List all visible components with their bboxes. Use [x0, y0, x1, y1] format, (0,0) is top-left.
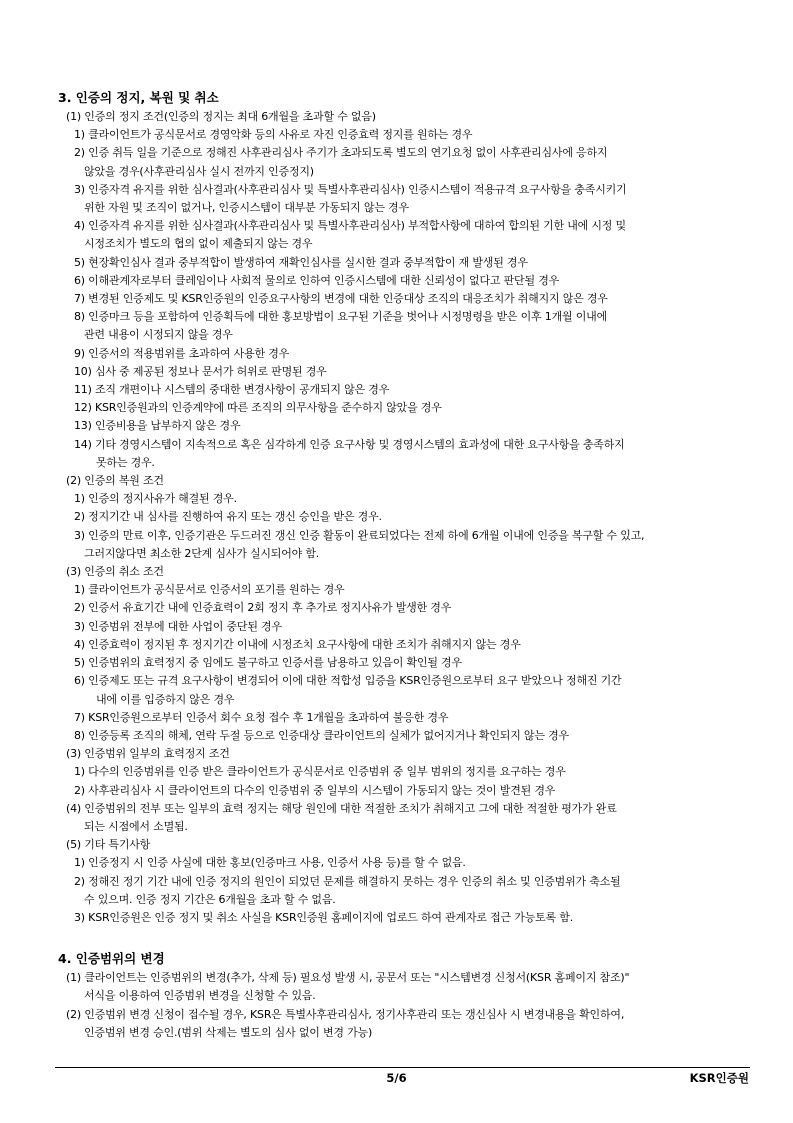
list-item: 4) 인증효력이 정지된 후 정지기간 이내에 시정조치 요구사항에 대한 조치가 취해지지 않는 경우 — [74, 637, 521, 651]
list-item: 10) 심사 중 제공된 정보나 문서가 허위로 판명된 경우 — [74, 364, 327, 378]
list-item: 1) 다수의 인증범위를 인증 받은 클라이언트가 공식문서로 인증범위 중 일부 범위의 정지를 요구하는 경우 — [74, 765, 566, 779]
list-item: 2) 사후관리심사 시 클라이언트의 다수의 인증범위 중 일부의 시스템이 가동되지 않는 것이 발견된 경우 — [74, 783, 556, 797]
list-item: 3) KSR인증원은 인증 정지 및 취소 사실을 KSR인증원 홈페이지에 업로드 하여 관계자로 접근 가능토록 함. — [74, 910, 574, 924]
list-item: 위한 자원 및 조직이 없거나, 인증시스템이 대부분 가동되지 않는 경우 — [84, 201, 409, 215]
section-gap — [58, 927, 748, 949]
list-item: 4) 인증자격 유지를 위한 심사결과(사후관리심사 및 특별사후관리심사) 부적합사항에 대하여 합의된 기한 내에 시정 및 — [74, 219, 626, 233]
list-item: 내에 이를 입증하지 않은 경우 — [96, 692, 235, 706]
list-item: 1) 클라이언트가 공식문서로 인증서의 포기를 원하는 경우 — [74, 583, 345, 597]
list-item: 6) 이해관계자로부터 클레임이나 사회적 물의로 인하여 인증시스템에 대한 신뢰성이 없다고 판단될 경우 — [74, 273, 560, 287]
section-heading: 4. 인증범위의 변경 — [58, 951, 165, 967]
subsection-item: (2) 인증범위 변경 신청이 접수될 경우, KSR은 특별사후관리심사, 정기사후관리 또는 갱신심사 시 변경내용을 확인하여, — [66, 1007, 625, 1021]
list-item: 관련 내용이 시정되지 않을 경우 — [84, 328, 233, 342]
list-item: 8) 인증마크 등을 포함하여 인증획득에 대한 홍보방법이 요구된 기준을 벗어나 시정명령을 받은 이후 1개월 이내에 — [74, 310, 608, 324]
footer-divider — [55, 1067, 750, 1068]
list-item: 않았을 경우(사후관리심사 실시 전까지 인증정지) — [84, 164, 314, 178]
list-item: 5) 인증범위의 효력정지 중 임에도 불구하고 인증서를 남용하고 있음이 확인될 경우 — [74, 656, 462, 670]
list-item: 수 있으며. 인증 정지 기간은 6개월을 초과 할 수 없음. — [84, 892, 336, 906]
list-item: 2) 인증서 유효기간 내에 인증효력이 2회 정지 후 추가로 정지사유가 발생한 경우 — [74, 601, 452, 615]
list-item: 12) KSR인증원과의 인증계약에 따른 조직의 의무사항을 준수하지 않았을 경우 — [74, 401, 442, 415]
list-item: 1) 클라이언트가 공식문서로 경영악화 등의 사유로 자진 인증효력 정지를 원하는 경우 — [74, 128, 473, 142]
list-item: 9) 인증서의 적용범위를 초과하여 사용한 경우 — [74, 346, 290, 360]
list-item: 7) 변경된 인증제도 및 KSR인증원의 인증요구사항의 변경에 대한 인증대상 조직의 대응조치가 취해지지 않은 경우 — [74, 292, 608, 306]
list-item: 2) 인증 취득 일을 기준으로 정해진 사후관리심사 주기가 초과되도록 별도의 연기요청 없이 사후관리심사에 응하지 — [74, 146, 608, 160]
list-item: 3) 인증자격 유지를 위한 심사결과(사후관리심사 및 특별사후관리심사) 인증시스템이 적용규격 요구사항을 충족시키기 — [74, 182, 627, 196]
list-item: 3) 인증의 만료 이후, 인증기관은 두드러진 갱신 인증 활동이 완료되었다는 전제 하에 6개월 이내에 인증을 복구할 수 있고, — [74, 528, 645, 542]
list-item: 7) KSR인증원으로부터 인증서 회수 요청 접수 후 1개월을 초과하여 불응한 경우 — [74, 710, 449, 724]
list-item: 인증범위 변경 승인.(범위 삭제는 별도의 심사 없이 변경 가능) — [84, 1025, 373, 1039]
list-item: 3) 인증범위 전부에 대한 사업이 중단된 경우 — [74, 619, 282, 633]
list-item: 6) 인증제도 또는 규격 요구사항이 변경되어 이에 대한 적합성 입증을 KSR인증원으로부터 요구 받았으나 정해진 기간 — [74, 674, 622, 688]
subsection-item: (5) 기타 특기사항 — [66, 838, 151, 852]
page-number: 5/6 — [386, 1071, 407, 1085]
footer-organization: KSR인증원 — [689, 1071, 749, 1085]
subsection-item: (2) 인증의 복원 조건 — [66, 474, 164, 488]
document-body — [58, 88, 748, 1042]
list-item: 13) 인증비용을 납부하지 않은 경우 — [74, 419, 241, 433]
list-item: 시정조치가 별도의 협의 없이 제출되지 않는 경우 — [84, 237, 313, 251]
list-item: 못하는 경우. — [96, 455, 155, 469]
list-item: 그러지않다면 최소한 2단계 심사가 실시되어야 함. — [84, 546, 320, 560]
list-item: 8) 인증등록 조직의 해체, 연락 두절 등으로 인증대상 클라이언트의 실체가 없어지거나 확인되지 않는 경우 — [74, 728, 569, 742]
section-heading: 3. 인증의 정지, 복원 및 취소 — [58, 90, 219, 105]
subsection-item: (4) 인증범위의 전부 또는 일부의 효력 정지는 해당 원인에 대한 적절한 조치가 취해지고 그에 대한 적절한 평가가 완료 — [66, 801, 617, 815]
list-item: 5) 현장확인심사 결과 중부적합이 발생하여 재확인심사를 실시한 결과 중부적합이 재 발생된 경우 — [74, 255, 528, 269]
list-item: 되는 시점에서 소멸됨. — [84, 819, 188, 833]
list-item: 11) 조직 개편이나 시스템의 중대한 변경사항이 공개되지 않은 경우 — [74, 383, 390, 397]
list-item: 1) 인증정지 시 인증 사실에 대한 홍보(인증마크 사용, 인증서 사용 등)를 할 수 없음. — [74, 856, 466, 870]
subsection-item: (1) 인증의 정지 조건(인증의 정지는 최대 6개월을 초과할 수 없음) — [66, 110, 376, 123]
list-item: 14) 기타 경영시스템이 지속적으로 혹은 심각하게 인증 요구사항 및 경영시스템의 효과성에 대한 요구사항을 충족하지 — [74, 437, 625, 451]
subsection-item: (3) 인증의 취소 조건 — [66, 565, 164, 579]
subsection-item: (3) 인증범위 일부의 효력정지 조건 — [66, 747, 230, 761]
list-item: 2) 정해진 정기 기간 내에 인증 정지의 원인이 되었던 문제를 해결하지 못하는 경우 인증의 취소 및 인증범위가 축소될 — [74, 874, 621, 888]
subsection-item: (1) 클라이언트는 인증범위의 변경(추가, 삭제 등) 필요성 발생 시, 공문서 또는 "시스템변경 신청서(KSR 홈페이지 참조)" — [66, 971, 630, 985]
list-item: 2) 정지기간 내 심사를 진행하여 유지 또는 갱신 승인을 받은 경우. — [74, 510, 382, 524]
list-item: 서식을 이용하여 인증범위 변경을 신청할 수 있음. — [84, 989, 316, 1003]
list-item: 1) 인증의 정지사유가 해결된 경우. — [74, 492, 237, 506]
